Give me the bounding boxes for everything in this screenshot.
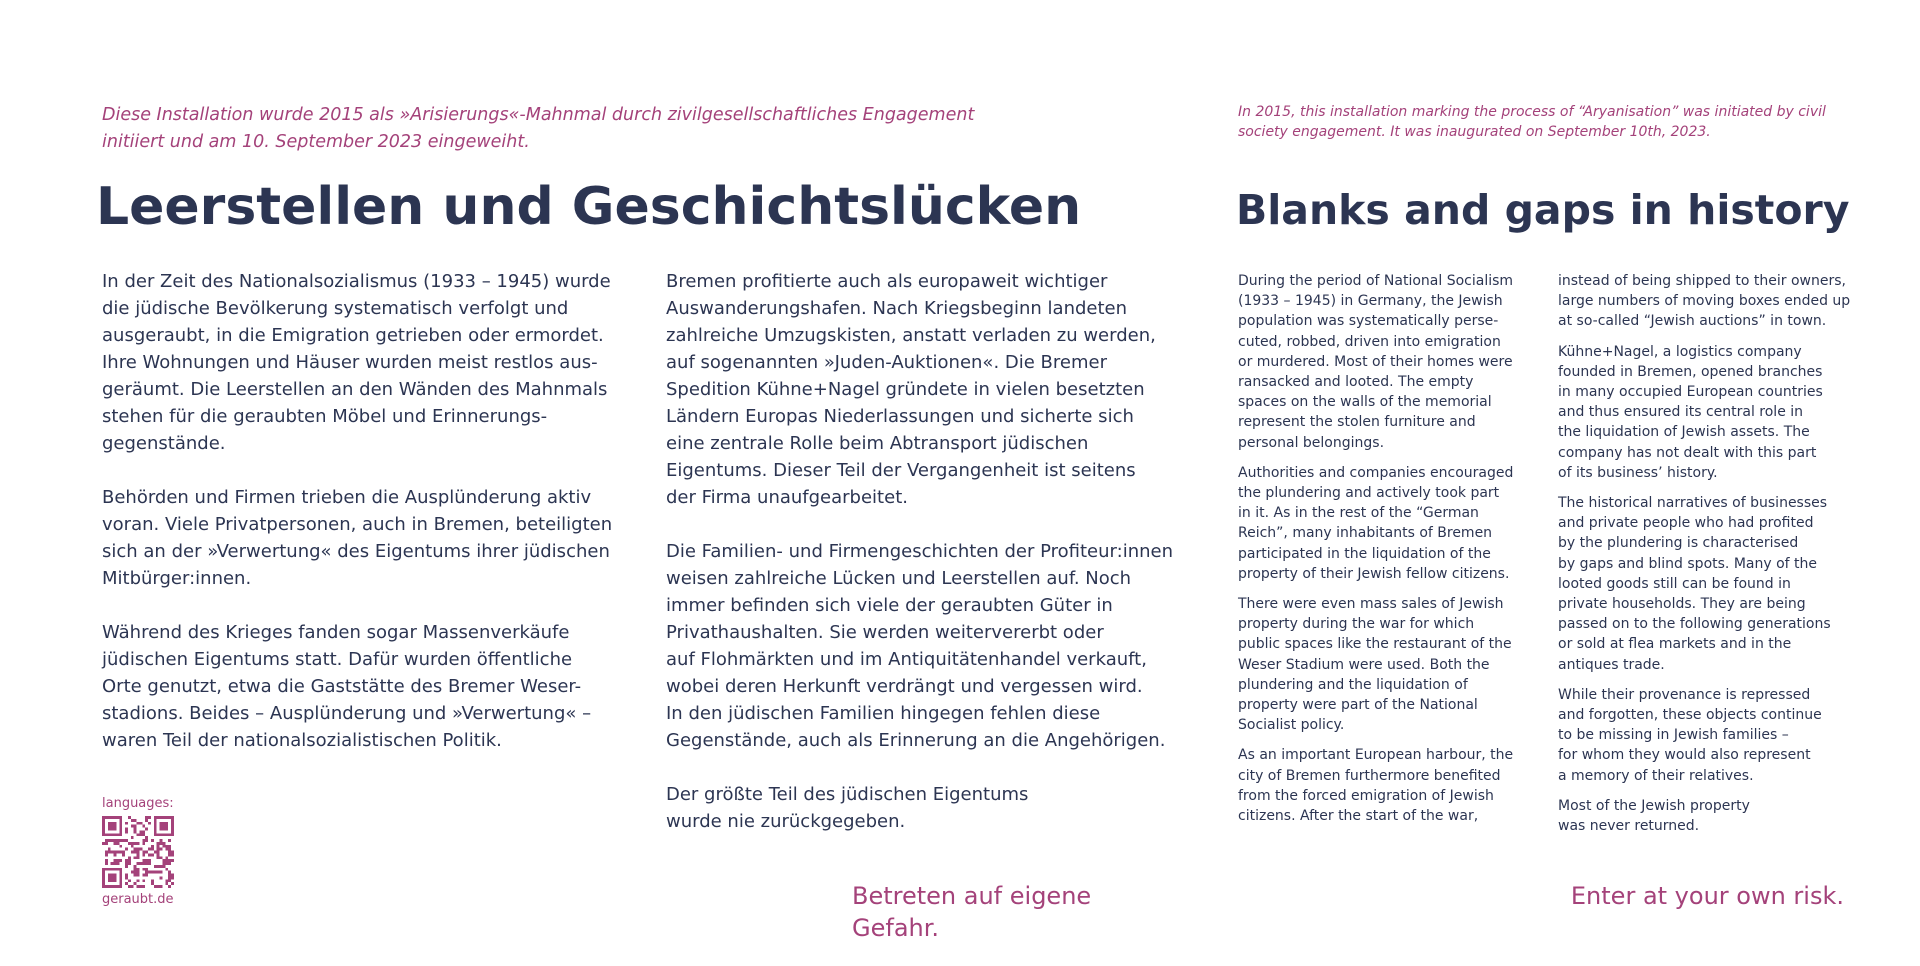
body-paragraph xyxy=(1238,745,1538,826)
body-line: auf sogenannten »Juden-Auktionen«. Die Bremer xyxy=(666,352,1107,373)
warning-en: Enter at your own risk. xyxy=(1570,882,1844,910)
body-line: die jüdische Bevölkerung systematisch verfolgt und xyxy=(102,298,569,319)
body-line: citizens. After the start of the war, xyxy=(1238,808,1479,825)
body-line: public spaces like the restaurant of the xyxy=(1238,636,1512,653)
intro-text-de xyxy=(102,102,1002,156)
body-line: to be missing in Jewish families – xyxy=(1558,727,1789,744)
body-line: or murdered. Most of their homes were xyxy=(1238,353,1513,370)
body-en-column-2 xyxy=(1558,271,1858,846)
body-line: wobei deren Herkunft verdrängt und vergessen wird. xyxy=(666,676,1143,697)
body-line: In der Zeit des Nationalsozialismus (1933 – 1945) wurde xyxy=(102,271,611,292)
body-line: and private people who had profited xyxy=(1558,515,1814,532)
body-line: instead of being shipped to their owners, xyxy=(1558,273,1846,289)
body-line: a memory of their relatives. xyxy=(1558,767,1754,784)
body-paragraph xyxy=(1238,463,1538,584)
body-line: ausgeraubt, in die Emigration getrieben oder ermordet. xyxy=(102,325,604,346)
title-en: Blanks and gaps in history xyxy=(1236,186,1850,234)
body-paragraph xyxy=(1558,271,1858,332)
body-line: founded in Bremen, opened branches xyxy=(1558,363,1823,380)
body-line: Reich”, many inhabitants of Bremen xyxy=(1238,525,1493,542)
body-line: by the plundering is characterised xyxy=(1558,535,1799,552)
body-line: der Firma unaufgearbeitet. xyxy=(666,487,908,508)
body-line: There were even mass sales of Jewish xyxy=(1238,596,1504,613)
body-paragraph xyxy=(1558,493,1858,675)
body-line: Der größte Teil des jüdischen Eigentums xyxy=(666,784,1029,805)
body-line: Ländern Europas Niederlassungen und sicherte sich xyxy=(666,406,1134,427)
body-line: (1933 – 1945) in Germany, the Jewish xyxy=(1238,293,1503,310)
body-paragraph xyxy=(102,619,662,754)
body-paragraph xyxy=(102,268,662,457)
body-line: was never returned. xyxy=(1558,818,1700,835)
body-line: participated in the liquidation of the xyxy=(1238,545,1491,562)
body-line: waren Teil der nationalsozialistischen Politik. xyxy=(102,730,502,751)
body-line: and forgotten, these objects continue xyxy=(1558,707,1822,724)
body-line: property of their Jewish fellow citizens. xyxy=(1238,565,1510,582)
body-line: antiques trade. xyxy=(1558,656,1665,673)
body-paragraph xyxy=(1238,271,1538,453)
body-de-column-2 xyxy=(666,268,1226,862)
body-line: private households. They are being xyxy=(1558,596,1806,613)
body-line: Socialist policy. xyxy=(1238,717,1345,734)
body-line: in many occupied European countries xyxy=(1558,384,1823,401)
body-line: Behörden und Firmen trieben die Ausplünderung aktiv xyxy=(102,487,592,508)
body-paragraph xyxy=(1558,796,1858,836)
body-line: Ihre Wohnungen und Häuser wurden meist restlos aus- xyxy=(102,352,598,373)
body-line: cuted, robbed, driven into emigration xyxy=(1238,333,1501,350)
body-de-column-1 xyxy=(102,268,662,781)
body-line: city of Bremen furthermore benefited xyxy=(1238,767,1501,784)
body-line: the plundering and actively took part xyxy=(1238,485,1500,502)
body-line: plundering and the liquidation of xyxy=(1238,676,1468,693)
body-paragraph xyxy=(1238,594,1538,735)
body-paragraph xyxy=(666,781,1226,835)
body-line: zahlreiche Umzugskisten, anstatt verladen zu werden, xyxy=(666,325,1156,346)
body-line: Authorities and companies encouraged xyxy=(1238,464,1514,481)
body-line: at so-called “Jewish auctions” in town. xyxy=(1558,313,1827,330)
body-line: geräumt. Die Leerstellen an den Wänden des Mahnmals xyxy=(102,379,608,400)
body-line: stehen für die geraubten Möbel und Erinnerungs- xyxy=(102,406,548,427)
body-line: auf Flohmärkten und im Antiquitätenhandel verkauft, xyxy=(666,649,1147,670)
body-paragraph xyxy=(666,268,1226,511)
body-line: by gaps and blind spots. Many of the xyxy=(1558,555,1817,572)
body-line: in it. As in the rest of the “German xyxy=(1238,505,1479,522)
body-line: Während des Krieges fanden sogar Massenverkäufe xyxy=(102,622,570,643)
body-line: As an important European harbour, the xyxy=(1238,747,1514,764)
intro-en-line: In 2015, this installation marking the process of “Aryanisation” was initiated by civil xyxy=(1238,104,1826,120)
body-line: Auswanderungshafen. Nach Kriegsbeginn landeten xyxy=(666,298,1128,319)
body-line: Spedition Kühne+Nagel gründete in vielen besetzten xyxy=(666,379,1145,400)
qr-code-icon[interactable] xyxy=(102,816,174,888)
body-paragraph xyxy=(1558,685,1858,786)
body-line: property during the war for which xyxy=(1238,616,1475,633)
body-paragraph xyxy=(1558,342,1858,483)
body-line: represent the stolen furniture and xyxy=(1238,414,1476,431)
body-line: population was systematically perse- xyxy=(1238,313,1499,330)
body-line: property were part of the National xyxy=(1238,697,1478,714)
body-line: from the forced emigration of Jewish xyxy=(1238,787,1494,804)
body-line: or sold at flea markets and in the xyxy=(1558,636,1792,653)
body-line: eine zentrale Rolle beim Abtransport jüdischen xyxy=(666,433,1089,454)
title-de: Leerstellen und Geschichtslücken xyxy=(96,177,1082,237)
body-line: Gegenstände, auch als Erinnerung an die Angehörigen. xyxy=(666,730,1166,751)
body-line: Orte genutzt, etwa die Gaststätte des Bremer Weser- xyxy=(102,676,582,697)
body-line: for whom they would also represent xyxy=(1558,747,1811,764)
body-paragraph xyxy=(102,484,662,592)
body-line: Privathaushalten. Sie werden weitervererbt oder xyxy=(666,622,1104,643)
body-line: Kühne+Nagel, a logistics company xyxy=(1558,343,1802,360)
body-line: During the period of National Socialism xyxy=(1238,273,1514,289)
body-line: passed on to the following generations xyxy=(1558,616,1831,633)
body-line: voran. Viele Privatpersonen, auch in Bremen, beteiligten xyxy=(102,514,613,535)
body-line: gegenstände. xyxy=(102,433,226,454)
body-en-column-1 xyxy=(1238,271,1538,836)
body-line: Most of the Jewish property xyxy=(1558,797,1750,814)
body-line: sich an der »Verwertung« des Eigentums ihrer jüdischen xyxy=(102,541,610,562)
body-line: of its business’ history. xyxy=(1558,464,1718,481)
body-line: Bremen profitierte auch als europaweit wichtiger xyxy=(666,271,1108,292)
body-line: Weser Stadium were used. Both the xyxy=(1238,656,1490,673)
body-line: large numbers of moving boxes ended up xyxy=(1558,293,1851,310)
body-line: While their provenance is repressed xyxy=(1558,686,1811,703)
body-line: company has not dealt with this part xyxy=(1558,444,1817,461)
languages-label: languages: xyxy=(102,796,174,811)
body-line: In den jüdischen Familien hingegen fehlen diese xyxy=(666,703,1101,724)
body-line: stadions. Beides – Ausplünderung und »Verwertung« – xyxy=(102,703,592,724)
intro-de-line: Diese Installation wurde 2015 als »Arisierungs«-Mahnmal durch zivilgesellschaftliches Engagement xyxy=(102,105,975,125)
intro-text-en xyxy=(1238,102,1838,142)
body-line: personal belongings. xyxy=(1238,434,1385,451)
body-line: looted goods still can be found in xyxy=(1558,575,1791,592)
body-line: The historical narratives of businesses xyxy=(1558,495,1828,512)
body-line: spaces on the walls of the memorial xyxy=(1238,394,1492,411)
body-line: immer befinden sich viele der geraubten Güter in xyxy=(666,595,1113,616)
body-line: the liquidation of Jewish assets. The xyxy=(1558,424,1810,441)
body-line: wurde nie zurückgegeben. xyxy=(666,811,906,832)
body-line: Die Familien- und Firmengeschichten der Profiteur:innen xyxy=(666,541,1173,562)
body-line: jüdischen Eigentums statt. Dafür wurden öffentliche xyxy=(102,649,573,670)
body-paragraph xyxy=(666,538,1226,754)
body-line: Mitbürger:innen. xyxy=(102,568,252,589)
body-line: and thus ensured its central role in xyxy=(1558,404,1804,421)
body-line: Eigentums. Dieser Teil der Vergangenheit ist seitens xyxy=(666,460,1136,481)
intro-de-line: initiiert und am 10. September 2023 eingeweiht. xyxy=(102,132,530,152)
body-line: weisen zahlreiche Lücken und Leerstellen auf. Noch xyxy=(666,568,1132,589)
warning-de: Betreten auf eigene Gefahr. xyxy=(852,882,1092,942)
website-label: geraubt.de xyxy=(102,892,174,907)
intro-en-line: society engagement. It was inaugurated on September 10th, 2023. xyxy=(1238,124,1711,140)
body-line: ransacked and looted. The empty xyxy=(1238,374,1474,391)
